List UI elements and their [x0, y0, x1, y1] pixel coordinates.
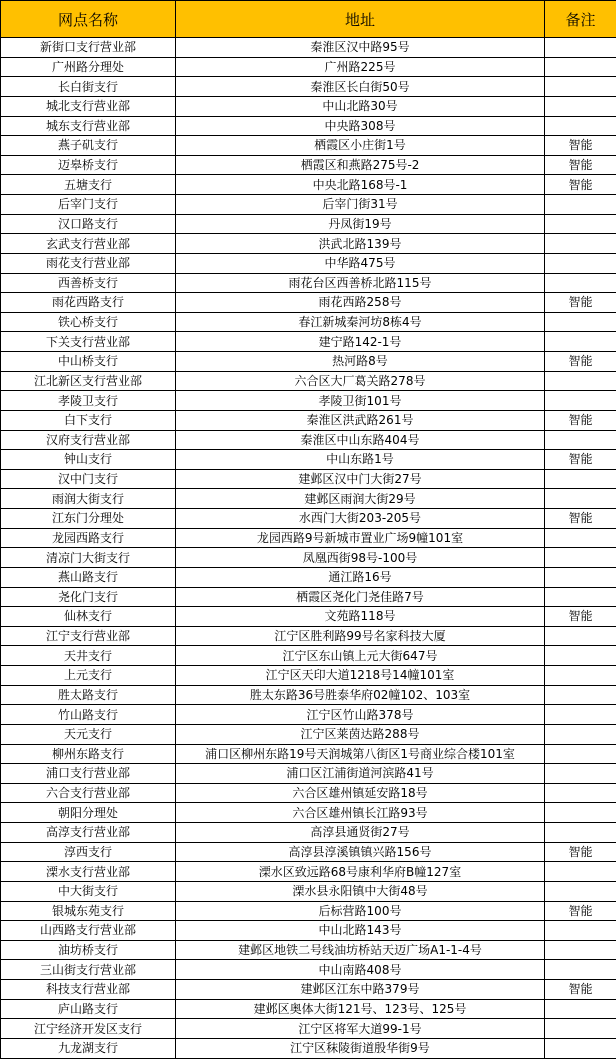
- address-cell: 广州路225号: [176, 57, 545, 77]
- note-cell: [545, 332, 616, 352]
- table-row: [1, 803, 616, 823]
- branch-name-cell: 铁心桥支行: [1, 312, 176, 332]
- table-row: [1, 744, 616, 764]
- branch-name-cell: 雨花西路支行: [1, 293, 176, 313]
- table-row: [1, 646, 616, 666]
- note-cell: [545, 862, 616, 882]
- branch-name-cell: 后宰门支行: [1, 195, 176, 215]
- note-cell: [545, 195, 616, 215]
- table-row: [1, 450, 616, 470]
- table-row: [1, 234, 616, 254]
- address-cell: 水西门大街203-205号: [176, 509, 545, 529]
- note-cell: [545, 685, 616, 705]
- table-row: [1, 469, 616, 489]
- address-cell: 中山东路1号: [176, 450, 545, 470]
- note-cell: [545, 764, 616, 784]
- address-cell: 六合区雄州镇延安路18号: [176, 783, 545, 803]
- table-row: [1, 685, 616, 705]
- table-body: [1, 38, 616, 1059]
- branch-name-cell: 迈皋桥支行: [1, 155, 176, 175]
- note-cell: [545, 744, 616, 764]
- branch-name-cell: 中山桥支行: [1, 352, 176, 372]
- table-row: [1, 921, 616, 941]
- table-row: [1, 862, 616, 882]
- table-row: [1, 38, 616, 58]
- table-row: [1, 587, 616, 607]
- table-row: [1, 352, 616, 372]
- note-cell: 智能: [545, 509, 616, 529]
- address-cell: 文苑路118号: [176, 607, 545, 627]
- table-row: [1, 273, 616, 293]
- address-cell: 雨花西路258号: [176, 293, 545, 313]
- note-cell: [545, 823, 616, 843]
- note-cell: [545, 548, 616, 568]
- table-row: [1, 626, 616, 646]
- table-row: [1, 430, 616, 450]
- address-cell: 中山北路143号: [176, 921, 545, 941]
- branch-name-cell: 油坊桥支行: [1, 940, 176, 960]
- table-row: [1, 136, 616, 156]
- note-cell: 智能: [545, 980, 616, 1000]
- note-cell: 智能: [545, 842, 616, 862]
- address-cell: 热河路8号: [176, 352, 545, 372]
- note-cell: [545, 77, 616, 97]
- table-row: [1, 842, 616, 862]
- note-cell: [545, 214, 616, 234]
- branch-name-cell: 广州路分理处: [1, 57, 176, 77]
- branch-name-cell: 江宁经济开发区支行: [1, 1019, 176, 1039]
- address-cell: 春江新城秦河坊8栋4号: [176, 312, 545, 332]
- note-cell: 智能: [545, 352, 616, 372]
- address-cell: 江宁区将军大道99-1号: [176, 1019, 545, 1039]
- branch-name-cell: 城北支行营业部: [1, 96, 176, 116]
- note-cell: [545, 234, 616, 254]
- table-row: [1, 410, 616, 430]
- branch-name-cell: 科技支行营业部: [1, 980, 176, 1000]
- note-cell: [545, 646, 616, 666]
- branch-name-cell: 白下支行: [1, 410, 176, 430]
- address-cell: 溧水区致远路68号康利华府B幢127室: [176, 862, 545, 882]
- table-row: [1, 77, 616, 97]
- branch-name-cell: 孝陵卫支行: [1, 391, 176, 411]
- note-cell: [545, 253, 616, 273]
- note-cell: [545, 273, 616, 293]
- branch-name-cell: 汉中门支行: [1, 469, 176, 489]
- note-cell: [545, 724, 616, 744]
- note-cell: [545, 489, 616, 509]
- table-row: [1, 489, 616, 509]
- note-cell: [545, 940, 616, 960]
- table-row: [1, 567, 616, 587]
- address-cell: 中山北路30号: [176, 96, 545, 116]
- branch-name-cell: 溧水支行营业部: [1, 862, 176, 882]
- address-cell: 江宁区秣陵街道殷华街9号: [176, 1038, 545, 1058]
- address-cell: 后宰门街31号: [176, 195, 545, 215]
- address-cell: 丹凤街19号: [176, 214, 545, 234]
- header-row: [1, 1, 616, 38]
- branch-name-cell: 银城东苑支行: [1, 901, 176, 921]
- note-cell: 智能: [545, 155, 616, 175]
- branch-name-cell: 江北新区支行营业部: [1, 371, 176, 391]
- branch-name-cell: 浦口支行营业部: [1, 764, 176, 784]
- table-row: [1, 528, 616, 548]
- table-row: [1, 666, 616, 686]
- note-cell: 智能: [545, 410, 616, 430]
- note-cell: [545, 528, 616, 548]
- address-cell: 六合区大厂葛关路278号: [176, 371, 545, 391]
- address-cell: 建邺区地铁二号线油坊桥站天迈广场A1-1-4号: [176, 940, 545, 960]
- address-cell: 江宁区莱茵达路288号: [176, 724, 545, 744]
- address-cell: 通江路16号: [176, 567, 545, 587]
- branch-name-cell: 五塘支行: [1, 175, 176, 195]
- address-cell: 溧水县永阳镇中大街48号: [176, 881, 545, 901]
- note-cell: [545, 921, 616, 941]
- branch-name-cell: 淳西支行: [1, 842, 176, 862]
- address-cell: 六合区雄州镇长江路93号: [176, 803, 545, 823]
- branch-name-cell: 城东支行营业部: [1, 116, 176, 136]
- address-cell: 中央北路168号-1: [176, 175, 545, 195]
- branch-name-cell: 尧化门支行: [1, 587, 176, 607]
- address-cell: 浦口区江浦街道河滨路41号: [176, 764, 545, 784]
- note-cell: [545, 391, 616, 411]
- note-cell: 智能: [545, 450, 616, 470]
- address-cell: 秦淮区长白街50号: [176, 77, 545, 97]
- table-row: [1, 705, 616, 725]
- branch-name-cell: 中大街支行: [1, 881, 176, 901]
- note-cell: [545, 469, 616, 489]
- address-cell: 江宁区胜利路99号名家科技大厦: [176, 626, 545, 646]
- note-cell: [545, 783, 616, 803]
- address-cell: 中华路475号: [176, 253, 545, 273]
- address-cell: 栖霞区尧化门尧佳路7号: [176, 587, 545, 607]
- branch-name-cell: 庐山路支行: [1, 999, 176, 1019]
- branch-name-cell: 雨润大街支行: [1, 489, 176, 509]
- note-cell: [545, 38, 616, 58]
- address-cell: 栖霞区小庄街1号: [176, 136, 545, 156]
- note-cell: [545, 587, 616, 607]
- table-row: [1, 1038, 616, 1058]
- note-cell: 智能: [545, 607, 616, 627]
- note-cell: [545, 1038, 616, 1058]
- address-cell: 高淳县淳溪镇镇兴路156号: [176, 842, 545, 862]
- address-cell: 高淳县通贤街27号: [176, 823, 545, 843]
- note-cell: [545, 626, 616, 646]
- note-cell: [545, 116, 616, 136]
- branch-name-cell: 长白街支行: [1, 77, 176, 97]
- address-cell: 中央路308号: [176, 116, 545, 136]
- table-row: [1, 293, 616, 313]
- address-cell: 建邺区奥体大街121号、123号、125号: [176, 999, 545, 1019]
- table-row: [1, 57, 616, 77]
- address-cell: 后标营路100号: [176, 901, 545, 921]
- branch-name-cell: 下关支行营业部: [1, 332, 176, 352]
- address-cell: 建宁路142-1号: [176, 332, 545, 352]
- branch-name-cell: 天元支行: [1, 724, 176, 744]
- branch-name-cell: 竹山路支行: [1, 705, 176, 725]
- table-row: [1, 724, 616, 744]
- note-cell: 智能: [545, 293, 616, 313]
- branch-name-cell: 雨花支行营业部: [1, 253, 176, 273]
- note-cell: [545, 96, 616, 116]
- address-cell: 孝陵卫街101号: [176, 391, 545, 411]
- table-row: [1, 371, 616, 391]
- table-row: [1, 607, 616, 627]
- branch-name-cell: 天井支行: [1, 646, 176, 666]
- branch-name-cell: 三山街支行营业部: [1, 960, 176, 980]
- table-row: [1, 253, 616, 273]
- table-row: [1, 980, 616, 1000]
- branch-name-cell: 柳州东路支行: [1, 744, 176, 764]
- address-cell: 凤凰西街98号-100号: [176, 548, 545, 568]
- address-cell: 建邺区汉中门大街27号: [176, 469, 545, 489]
- address-cell: 建邺区雨润大街29号: [176, 489, 545, 509]
- branch-name-cell: 汉府支行营业部: [1, 430, 176, 450]
- note-cell: 智能: [545, 136, 616, 156]
- note-cell: [545, 666, 616, 686]
- address-cell: 雨花台区西善桥北路115号: [176, 273, 545, 293]
- address-cell: 秦淮区洪武路261号: [176, 410, 545, 430]
- address-cell: 中山南路408号: [176, 960, 545, 980]
- note-cell: [545, 567, 616, 587]
- table-row: [1, 764, 616, 784]
- table-row: [1, 509, 616, 529]
- table-row: [1, 823, 616, 843]
- address-cell: 洪武北路139号: [176, 234, 545, 254]
- branch-name-cell: 西善桥支行: [1, 273, 176, 293]
- table-row: [1, 881, 616, 901]
- branch-name-cell: 燕山路支行: [1, 567, 176, 587]
- branch-name-cell: 钟山支行: [1, 450, 176, 470]
- address-cell: 建邺区江东中路379号: [176, 980, 545, 1000]
- note-cell: [545, 57, 616, 77]
- branch-name-cell: 江东门分理处: [1, 509, 176, 529]
- branch-name-cell: 朝阳分理处: [1, 803, 176, 823]
- branch-name-cell: 燕子矶支行: [1, 136, 176, 156]
- address-cell: 秦淮区中山东路404号: [176, 430, 545, 450]
- table-row: [1, 548, 616, 568]
- note-cell: [545, 881, 616, 901]
- branch-name-cell: 上元支行: [1, 666, 176, 686]
- branch-name-cell: 山西路支行营业部: [1, 921, 176, 941]
- table-row: [1, 1019, 616, 1039]
- note-cell: [545, 1019, 616, 1039]
- address-cell: 秦淮区汉中路95号: [176, 38, 545, 58]
- branch-name-cell: 六合支行营业部: [1, 783, 176, 803]
- table-row: [1, 783, 616, 803]
- note-cell: [545, 960, 616, 980]
- table-row: [1, 175, 616, 195]
- note-cell: 智能: [545, 901, 616, 921]
- address-cell: 栖霞区和燕路275号-2: [176, 155, 545, 175]
- note-cell: 智能: [545, 175, 616, 195]
- branch-name-cell: 高淳支行营业部: [1, 823, 176, 843]
- table-row: [1, 999, 616, 1019]
- note-cell: [545, 705, 616, 725]
- branch-name-cell: 九龙湖支行: [1, 1038, 176, 1058]
- branch-name-cell: 胜太路支行: [1, 685, 176, 705]
- table-row: [1, 901, 616, 921]
- header-branch-name: 网点名称: [1, 1, 176, 38]
- branch-name-cell: 江宁支行营业部: [1, 626, 176, 646]
- address-cell: 龙园西路9号新城市置业广场9幢101室: [176, 528, 545, 548]
- table-row: [1, 940, 616, 960]
- table-row: [1, 391, 616, 411]
- table-row: [1, 96, 616, 116]
- branch-name-cell: 龙园西路支行: [1, 528, 176, 548]
- note-cell: [545, 999, 616, 1019]
- table-row: [1, 214, 616, 234]
- branch-name-cell: 新街口支行营业部: [1, 38, 176, 58]
- note-cell: [545, 312, 616, 332]
- address-cell: 江宁区竹山路378号: [176, 705, 545, 725]
- branch-name-cell: 汉口路支行: [1, 214, 176, 234]
- table-row: [1, 116, 616, 136]
- table-row: [1, 960, 616, 980]
- table-row: [1, 195, 616, 215]
- note-cell: [545, 430, 616, 450]
- table-row: [1, 332, 616, 352]
- branch-name-cell: 仙林支行: [1, 607, 176, 627]
- header-note: 备注: [545, 1, 616, 38]
- header-address: 地址: [176, 1, 545, 38]
- table-row: [1, 155, 616, 175]
- address-cell: 江宁区东山镇上元大街647号: [176, 646, 545, 666]
- branch-name-cell: 清凉门大街支行: [1, 548, 176, 568]
- note-cell: [545, 803, 616, 823]
- table-row: [1, 312, 616, 332]
- note-cell: [545, 371, 616, 391]
- address-cell: 胜太东路36号胜泰华府02幢102、103室: [176, 685, 545, 705]
- address-cell: 江宁区天印大道1218号14幢101室: [176, 666, 545, 686]
- address-cell: 浦口区柳州东路19号天润城第八街区1号商业综合楼101室: [176, 744, 545, 764]
- branch-name-cell: 玄武支行营业部: [1, 234, 176, 254]
